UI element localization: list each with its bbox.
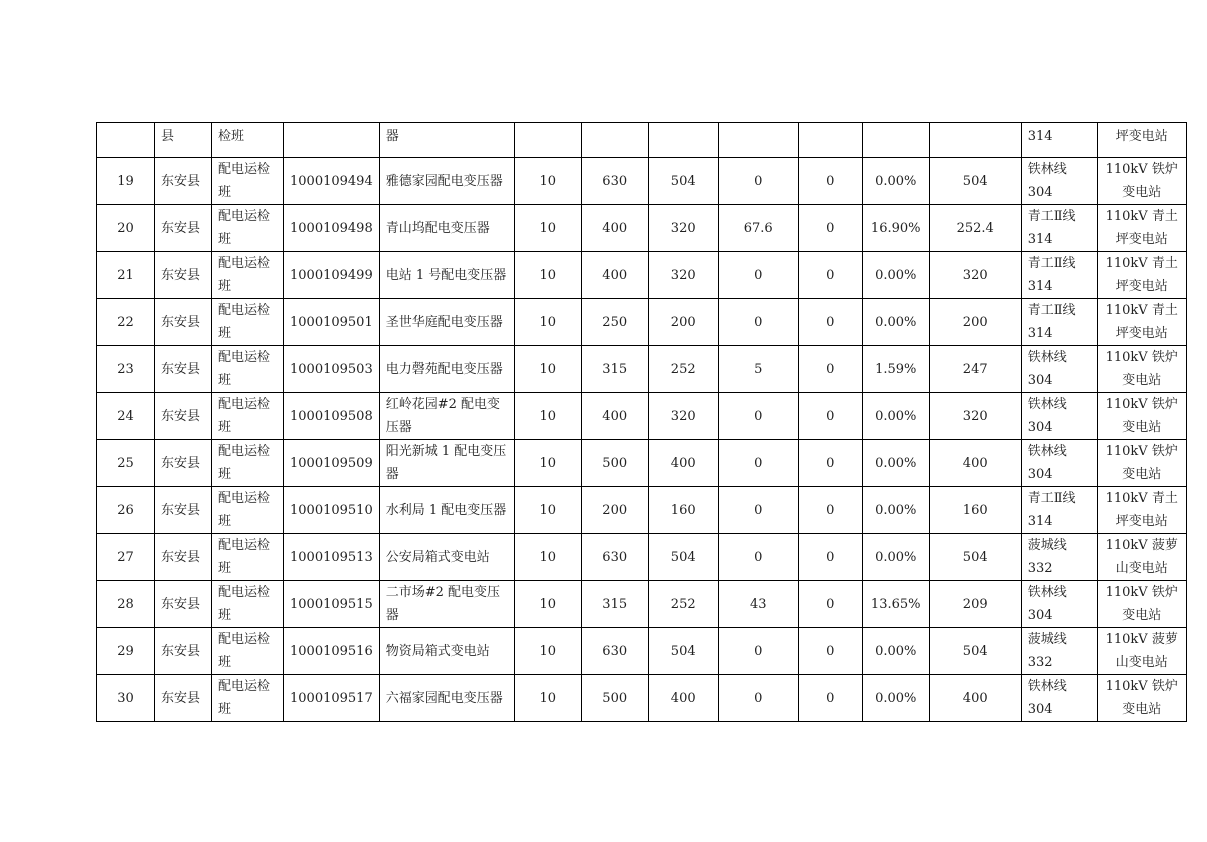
cell-substation: 110kV 铁炉变电站 [1097, 440, 1186, 487]
cell-county: 东安县 [155, 534, 212, 581]
cell-team: 配电运检班 [212, 628, 284, 675]
cell-id: 1000109510 [284, 487, 380, 534]
cell-county: 东安县 [155, 299, 212, 346]
cell-col10: 0 [798, 581, 862, 628]
transformer-table [96, 122, 1187, 722]
cell-team: 配电运检班 [212, 158, 284, 205]
cell-voltage: 10 [514, 299, 581, 346]
cell-no: 24 [97, 393, 155, 440]
cell-line: 铁林线304 [1021, 675, 1097, 722]
cell-county: 东安县 [155, 487, 212, 534]
cell-rated: 252 [648, 346, 718, 393]
cell-voltage: 10 [514, 628, 581, 675]
cell-voltage: 10 [514, 252, 581, 299]
cell-capacity: 250 [581, 299, 648, 346]
cell-rated: 504 [648, 628, 718, 675]
cell-rated: 200 [648, 299, 718, 346]
cell-no: 27 [97, 534, 155, 581]
cell-load: 0 [718, 440, 798, 487]
cell-voltage: 10 [514, 346, 581, 393]
cell-load: 0 [718, 534, 798, 581]
cell-county: 东安县 [155, 675, 212, 722]
cell-county: 东安县 [155, 440, 212, 487]
cell-capacity: 400 [581, 393, 648, 440]
cell-id: 1000109516 [284, 628, 380, 675]
cell-col10 [798, 123, 862, 158]
cell-col10: 0 [798, 393, 862, 440]
cell-id: 1000109508 [284, 393, 380, 440]
cell-capacity: 400 [581, 205, 648, 252]
cell-remain: 320 [929, 393, 1021, 440]
cell-line: 铁林线304 [1021, 158, 1097, 205]
cell-id: 1000109498 [284, 205, 380, 252]
cell-remain: 209 [929, 581, 1021, 628]
cell-id: 1000109499 [284, 252, 380, 299]
cell-rated: 504 [648, 534, 718, 581]
cell-remain: 504 [929, 628, 1021, 675]
cell-name: 电站 1 号配电变压器 [379, 252, 514, 299]
cell-id: 1000109517 [284, 675, 380, 722]
cell-id: 1000109515 [284, 581, 380, 628]
cell-name: 青山坞配电变压器 [379, 205, 514, 252]
cell-team: 配电运检班 [212, 252, 284, 299]
cell-name: 器 [379, 123, 514, 158]
cell-remain: 320 [929, 252, 1021, 299]
cell-rated: 504 [648, 158, 718, 205]
cell-load: 43 [718, 581, 798, 628]
table-row [97, 534, 1187, 581]
cell-county: 东安县 [155, 205, 212, 252]
cell-rate [862, 123, 929, 158]
cell-capacity: 200 [581, 487, 648, 534]
cell-col10: 0 [798, 299, 862, 346]
cell-substation: 110kV 菠萝山变电站 [1097, 534, 1186, 581]
cell-voltage: 10 [514, 581, 581, 628]
table-row [97, 393, 1187, 440]
cell-line: 铁林线304 [1021, 393, 1097, 440]
cell-rated: 160 [648, 487, 718, 534]
cell-col10: 0 [798, 534, 862, 581]
cell-col10: 0 [798, 487, 862, 534]
cell-load: 0 [718, 299, 798, 346]
table-row [97, 158, 1187, 205]
cell-load: 0 [718, 158, 798, 205]
cell-county: 东安县 [155, 628, 212, 675]
cell-name: 水利局 1 配电变压器 [379, 487, 514, 534]
cell-capacity: 630 [581, 628, 648, 675]
cell-no: 21 [97, 252, 155, 299]
cell-substation: 坪变电站 [1097, 123, 1186, 158]
cell-id: 1000109494 [284, 158, 380, 205]
cell-remain [929, 123, 1021, 158]
cell-county: 县 [155, 123, 212, 158]
cell-load: 0 [718, 252, 798, 299]
cell-remain: 247 [929, 346, 1021, 393]
cell-team: 配电运检班 [212, 675, 284, 722]
cell-no: 20 [97, 205, 155, 252]
cell-name: 电力磬苑配电变压器 [379, 346, 514, 393]
cell-voltage: 10 [514, 393, 581, 440]
cell-substation: 110kV 铁炉变电站 [1097, 393, 1186, 440]
cell-voltage: 10 [514, 534, 581, 581]
cell-id: 1000109509 [284, 440, 380, 487]
cell-line: 青工Ⅱ线314 [1021, 205, 1097, 252]
cell-substation: 110kV 青土坪变电站 [1097, 252, 1186, 299]
cell-no: 25 [97, 440, 155, 487]
cell-col10: 0 [798, 675, 862, 722]
cell-load: 0 [718, 628, 798, 675]
cell-county: 东安县 [155, 393, 212, 440]
cell-col10: 0 [798, 252, 862, 299]
cell-team: 配电运检班 [212, 440, 284, 487]
cell-rate: 0.00% [862, 534, 929, 581]
cell-voltage [514, 123, 581, 158]
cell-id: 1000109503 [284, 346, 380, 393]
cell-line: 青工Ⅱ线314 [1021, 487, 1097, 534]
cell-load: 67.6 [718, 205, 798, 252]
cell-team: 配电运检班 [212, 346, 284, 393]
cell-team: 配电运检班 [212, 534, 284, 581]
cell-rated: 320 [648, 393, 718, 440]
cell-substation: 110kV 铁炉变电站 [1097, 346, 1186, 393]
cell-rate: 0.00% [862, 393, 929, 440]
cell-name: 雅德家园配电变压器 [379, 158, 514, 205]
cell-line: 青工Ⅱ线314 [1021, 299, 1097, 346]
cell-remain: 504 [929, 158, 1021, 205]
cell-col10: 0 [798, 205, 862, 252]
cell-substation: 110kV 青土坪变电站 [1097, 205, 1186, 252]
cell-substation: 110kV 青土坪变电站 [1097, 299, 1186, 346]
cell-line: 菠城线332 [1021, 534, 1097, 581]
cell-name: 圣世华庭配电变压器 [379, 299, 514, 346]
table-row [97, 581, 1187, 628]
cell-id: 1000109501 [284, 299, 380, 346]
cell-remain: 504 [929, 534, 1021, 581]
cell-no: 22 [97, 299, 155, 346]
cell-capacity: 630 [581, 158, 648, 205]
cell-name: 物资局箱式变电站 [379, 628, 514, 675]
cell-capacity: 315 [581, 346, 648, 393]
cell-county: 东安县 [155, 346, 212, 393]
table-row [97, 252, 1187, 299]
cell-team: 配电运检班 [212, 205, 284, 252]
cell-rated: 400 [648, 440, 718, 487]
cell-remain: 252.4 [929, 205, 1021, 252]
cell-remain: 160 [929, 487, 1021, 534]
cell-line: 铁林线304 [1021, 346, 1097, 393]
cell-county: 东安县 [155, 252, 212, 299]
cell-no: 30 [97, 675, 155, 722]
cell-name: 公安局箱式变电站 [379, 534, 514, 581]
cell-capacity: 630 [581, 534, 648, 581]
table-row [97, 346, 1187, 393]
cell-name: 红岭花园#2 配电变压器 [379, 393, 514, 440]
cell-name: 阳光新城 1 配电变压器 [379, 440, 514, 487]
cell-team: 配电运检班 [212, 299, 284, 346]
cell-team: 检班 [212, 123, 284, 158]
cell-rated: 320 [648, 205, 718, 252]
cell-substation: 110kV 菠萝山变电站 [1097, 628, 1186, 675]
cell-substation: 110kV 铁炉变电站 [1097, 158, 1186, 205]
cell-team: 配电运检班 [212, 393, 284, 440]
cell-rated: 252 [648, 581, 718, 628]
cell-substation: 110kV 青土坪变电站 [1097, 487, 1186, 534]
cell-rate: 0.00% [862, 487, 929, 534]
cell-voltage: 10 [514, 440, 581, 487]
cell-voltage: 10 [514, 205, 581, 252]
cell-voltage: 10 [514, 675, 581, 722]
cell-name: 六福家园配电变压器 [379, 675, 514, 722]
cell-county: 东安县 [155, 158, 212, 205]
cell-line: 青工Ⅱ线314 [1021, 252, 1097, 299]
cell-remain: 400 [929, 440, 1021, 487]
cell-col10: 0 [798, 440, 862, 487]
cell-no [97, 123, 155, 158]
cell-rate: 16.90% [862, 205, 929, 252]
cell-capacity [581, 123, 648, 158]
table-row-continued [97, 123, 1187, 158]
table-row [97, 675, 1187, 722]
cell-team: 配电运检班 [212, 487, 284, 534]
cell-no: 23 [97, 346, 155, 393]
cell-col10: 0 [798, 158, 862, 205]
cell-rate: 1.59% [862, 346, 929, 393]
table-row [97, 299, 1187, 346]
cell-team: 配电运检班 [212, 581, 284, 628]
table-row [97, 205, 1187, 252]
cell-capacity: 400 [581, 252, 648, 299]
cell-substation: 110kV 铁炉变电站 [1097, 581, 1186, 628]
table-row [97, 628, 1187, 675]
cell-substation: 110kV 铁炉变电站 [1097, 675, 1186, 722]
cell-line: 314 [1021, 123, 1097, 158]
cell-name: 二市场#2 配电变压器 [379, 581, 514, 628]
cell-capacity: 500 [581, 675, 648, 722]
cell-line: 铁林线304 [1021, 440, 1097, 487]
cell-rate: 0.00% [862, 440, 929, 487]
cell-voltage: 10 [514, 487, 581, 534]
cell-voltage: 10 [514, 158, 581, 205]
cell-county: 东安县 [155, 581, 212, 628]
cell-rated: 400 [648, 675, 718, 722]
cell-remain: 400 [929, 675, 1021, 722]
cell-rate: 0.00% [862, 628, 929, 675]
cell-no: 26 [97, 487, 155, 534]
cell-col10: 0 [798, 346, 862, 393]
cell-line: 铁林线304 [1021, 581, 1097, 628]
cell-no: 28 [97, 581, 155, 628]
table-row [97, 440, 1187, 487]
cell-id: 1000109513 [284, 534, 380, 581]
cell-remain: 200 [929, 299, 1021, 346]
cell-rate: 0.00% [862, 675, 929, 722]
cell-no: 19 [97, 158, 155, 205]
cell-capacity: 500 [581, 440, 648, 487]
cell-rate: 0.00% [862, 158, 929, 205]
cell-load: 5 [718, 346, 798, 393]
cell-col10: 0 [798, 628, 862, 675]
cell-rate: 13.65% [862, 581, 929, 628]
cell-rate: 0.00% [862, 252, 929, 299]
cell-no: 29 [97, 628, 155, 675]
cell-rated: 320 [648, 252, 718, 299]
cell-line: 菠城线332 [1021, 628, 1097, 675]
cell-rate: 0.00% [862, 299, 929, 346]
cell-capacity: 315 [581, 581, 648, 628]
table-body [97, 123, 1187, 722]
cell-rated [648, 123, 718, 158]
cell-load: 0 [718, 675, 798, 722]
cell-load: 0 [718, 487, 798, 534]
cell-load [718, 123, 798, 158]
cell-load: 0 [718, 393, 798, 440]
cell-id [284, 123, 380, 158]
table-row [97, 487, 1187, 534]
